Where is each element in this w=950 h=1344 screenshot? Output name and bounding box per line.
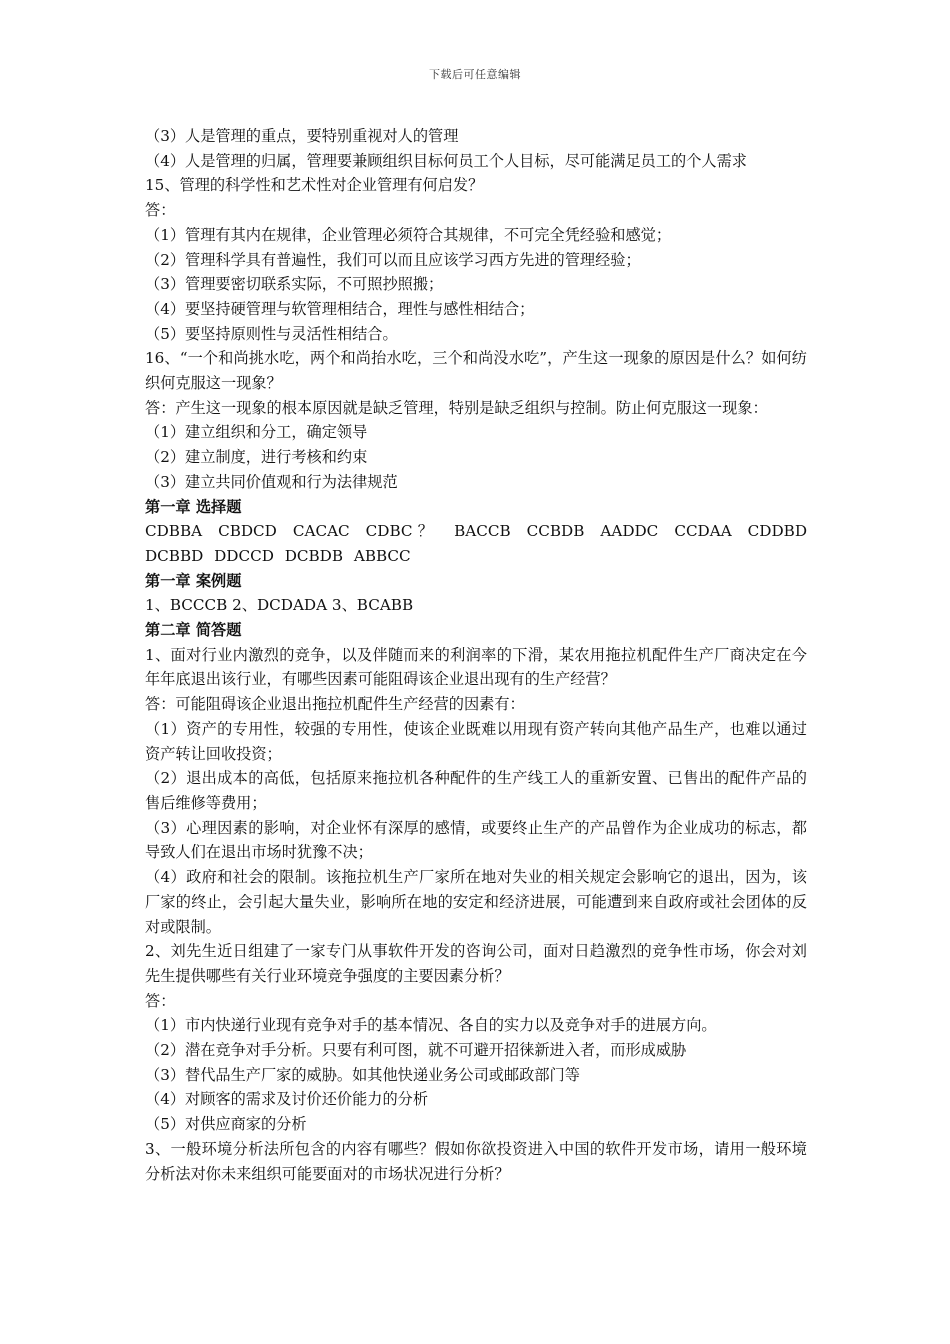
answer-key: CDBBA CBDCD CACAC CDBC？ BACCB CCBDB AADDC CCDAA CDDBD DCBBD DDCCD DCBDB ABBCC [145,522,807,565]
text-line: 2、刘先生近日组建了一家专门从事软件开发的咨询公司，面对日趋激烈的竞争性市场，你会对刘先生提供哪些有关行业环境竞争强度的主要因素分析？ [145,942,807,985]
text-line: 答： [145,991,176,1010]
text-line: （1）管理有其内在规律，企业管理必须符合其规律，不可完全凭经验和感觉； [145,225,672,244]
text-line: （3）替代品生产厂家的威胁。如其他快递业务公司或邮政部门等 [145,1065,580,1084]
text-line: 答：可能阻碍该企业退出拖拉机配件生产经营的因素有： [145,695,525,714]
text-line: （1）资产的专用性，较强的专用性，使该企业既难以用现有资产转向其他产品生产，也难以通过资产转让回收投资； [145,719,807,763]
text-line: （4）人是管理的归属，管理要兼顾组织目标何员工个人目标，尽可能满足员工的个人需求 [145,151,747,170]
text-line: （5）对供应商家的分析 [145,1115,307,1134]
section-heading: 第一章 选择题 [145,497,242,516]
text-line: 3、一般环境分析法所包含的内容有哪些？假如你欲投资进入中国的软件开发市场，请用一般环境分析法对你未来组织可能要面对的市场状况进行分析？ [145,1139,807,1183]
text-line: （2）潜在竞争对手分析。只要有利可图，就不可避开招徕新进入者，而形成威胁 [145,1041,687,1060]
page-header: 下载后可任意编辑 [429,68,521,81]
text-line: （1）建立组织和分工，确定领导 [145,423,368,442]
text-line: （3）人是管理的重点，要特别重视对人的管理 [145,127,459,145]
text-line: （3）管理要密切联系实际，不可照抄照搬； [145,275,444,294]
text-line: （3）心理因素的影响，对企业怀有深厚的感情，或要终止生产的产品曾作为企业成功的标志，都导致人们在退出市场时犹豫不决； [145,818,807,862]
text-line: （4）政府和社会的限制。该拖拉机生产厂家所在地对失业的相关规定会影响它的退出，因为，该厂家的终止，会引起大量失业，影响所在地的安定和经济进展，可能遭到来自政府或社会团体的反对或限制。 [145,868,807,936]
document-body [145,124,807,1186]
text-line: 答： [145,201,176,220]
text-line: （1）市内快递行业现有竞争对手的基本情况、各自的实力以及竞争对手的进展方向。 [145,1016,717,1035]
text-line: 16、“一个和尚挑水吃，两个和尚抬水吃，三个和尚没水吃”，产生这一现象的原因是什么？如何纺织何克服这一现象？ [145,349,807,393]
text-line: （4）要坚持硬管理与软管理相结合，理性与感性相结合； [145,299,535,318]
text-line: （2）管理科学具有普遍性，我们可以而且应该学习西方先进的管理经验； [145,250,641,269]
section-heading: 第一章 案例题 [145,571,242,590]
text-line: （4）对顾客的需求及讨价还价能力的分析 [145,1090,429,1109]
text-line: （2）退出成本的高低，包括原来拖拉机各种配件的生产线工人的重新安置、已售出的配件产品的售后维修等费用； [145,769,807,812]
text-line: （5）要坚持原则性与灵活性相结合。 [145,324,398,343]
section-heading: 第二章 简答题 [145,621,242,640]
text-line: 15、管理的科学性和艺术性对企业管理有何启发？ [145,176,484,195]
text-line: （2）建立制度，进行考核和约束 [145,448,368,467]
text-line: 答：产生这一现象的根本原因就是缺乏管理，特别是缺乏组织与控制。防止何克服这一现象： [145,398,768,417]
text-line: 1、BCCCB 2、DCDADA 3、BCABB [145,596,414,615]
text-line: （3）建立共同价值观和行为法律规范 [145,472,398,491]
text-line: 1、面对行业内激烈的竞争，以及伴随而来的利润率的下滑，某农用拖拉机配件生产厂商决定在今年年底退出该行业，有哪些因素可能阻碍该企业退出现有的生产经营？ [145,645,807,689]
